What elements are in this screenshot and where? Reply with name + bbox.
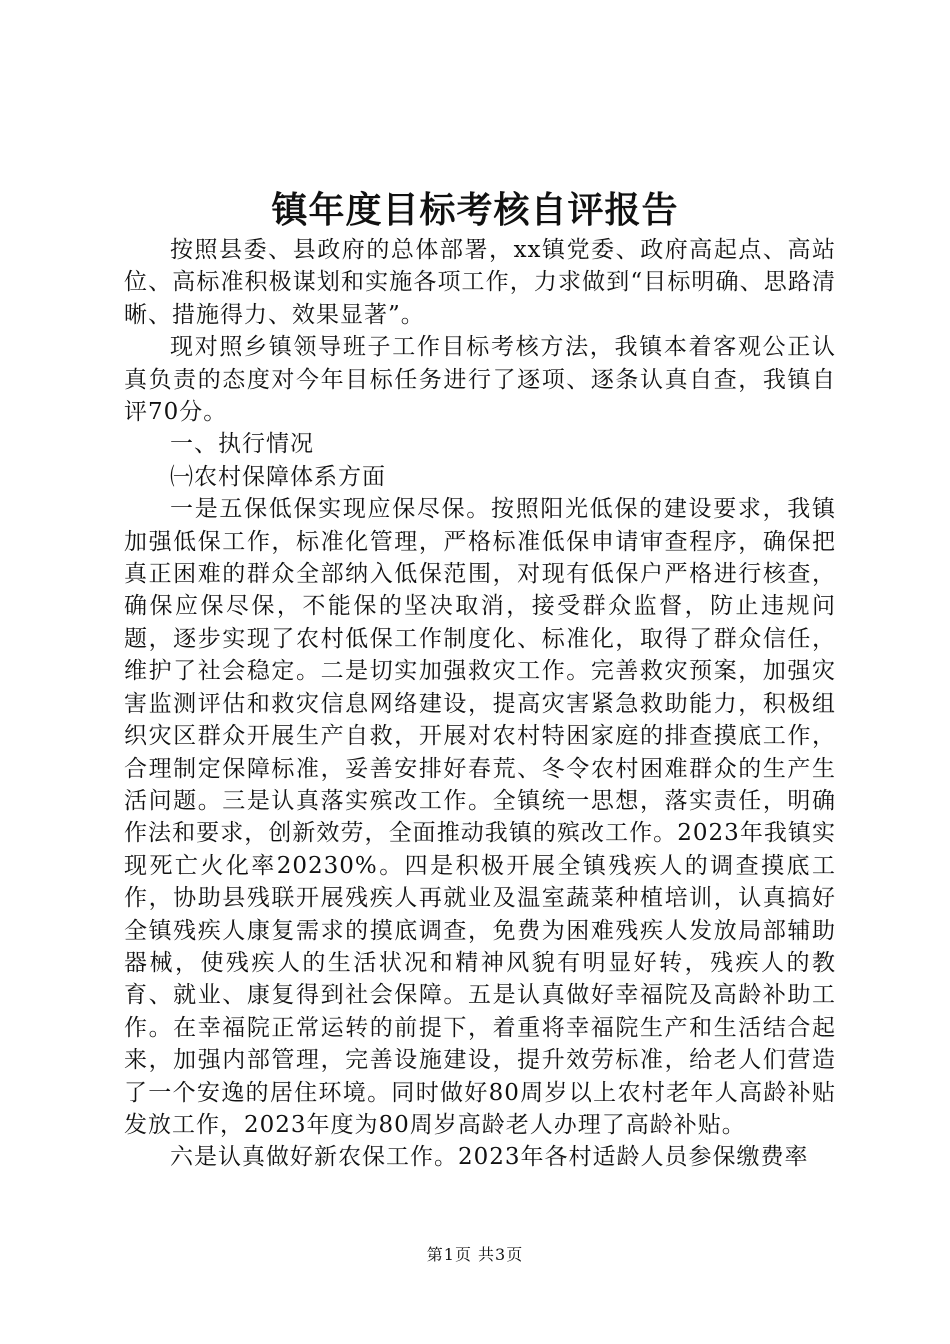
paragraph-intro: 按照县委、县政府的总体部署，xx镇党委、政府高起点、高站位、高标准积极谋划和实施各项工作，力求做到“目标明确、思路清晰、措施得力、效果显著”。: [124, 237, 836, 328]
page-number-footer: 第1页 共3页: [426, 1245, 524, 1264]
paragraph-self-evaluation: 现对照乡镇领导班子工作目标考核方法，我镇本着客观公正认真负责的态度对今年目标任务进行了逐项、逐条认真自查，我镇自评70分。: [124, 334, 836, 426]
paragraph-rural-security-details: 一是五保低保实现应保尽保。按照阳光低保的建设要求，我镇加强低保工作，标准化管理，严格标准低保申请审查程序，确保把真正困难的群众全部纳入低保范围，对现有低保户严格进行核查，确保应保尽保，不能保的坚决取消，接受群众监督，防止违规问题，逐步实现了农村低保工作制度化、标准化，取得了群众信任，维护了社会稳定。二是切实加强救灾工作。完善救灾预案，加强灾害监测评估和救灾信息网络建设，提高灾害紧急救助能力，积极组织灾区群众开展生产自救，开展对农村特困家庭的排查摸底工作，合理制定保障标准，妥善安排好春荒、冬令农村困难群众的生产生活问题。三是认真落实殡改工作。全镇统一思想，落实责任，明确作法和要求，创新效劳，全面推动我镇的殡改工作。2023年我镇实现死亡火化率20230%。四是积极开展全镇残疾人的调查摸底工作，协助县残联开展残疾人再就业及温室蔬菜种植培训，认真搞好全镇残疾人康复需求的摸底调查，免费为困难残疾人发放局部辅助器械，使残疾人的生活状况和精神风貌有明显好转，残疾人的教育、就业、康复得到社会保障。五是认真做好幸福院及高龄补助工作。在幸福院正常运转的前提下，着重将幸福院生产和生活结合起来，加强内部管理，完善设施建设，提升效劳标准，给老人们营造了一个安逸的居住环境。同时做好80周岁以上农村老年人高龄补贴发放工作，2023年度为80周岁高龄老人办理了高龄补贴。: [124, 496, 836, 1138]
document-body: [124, 234, 836, 1174]
document-title: 镇年度目标考核自评报告: [271, 189, 679, 231]
paragraph-new-rural-pension: 六是认真做好新农保工作。2023年各村适龄人员参保缴费率: [170, 1144, 809, 1171]
subsection-heading-rural-security: ㈠农村保障体系方面: [170, 463, 386, 490]
section-heading-execution: 一、执行情况: [170, 431, 314, 458]
